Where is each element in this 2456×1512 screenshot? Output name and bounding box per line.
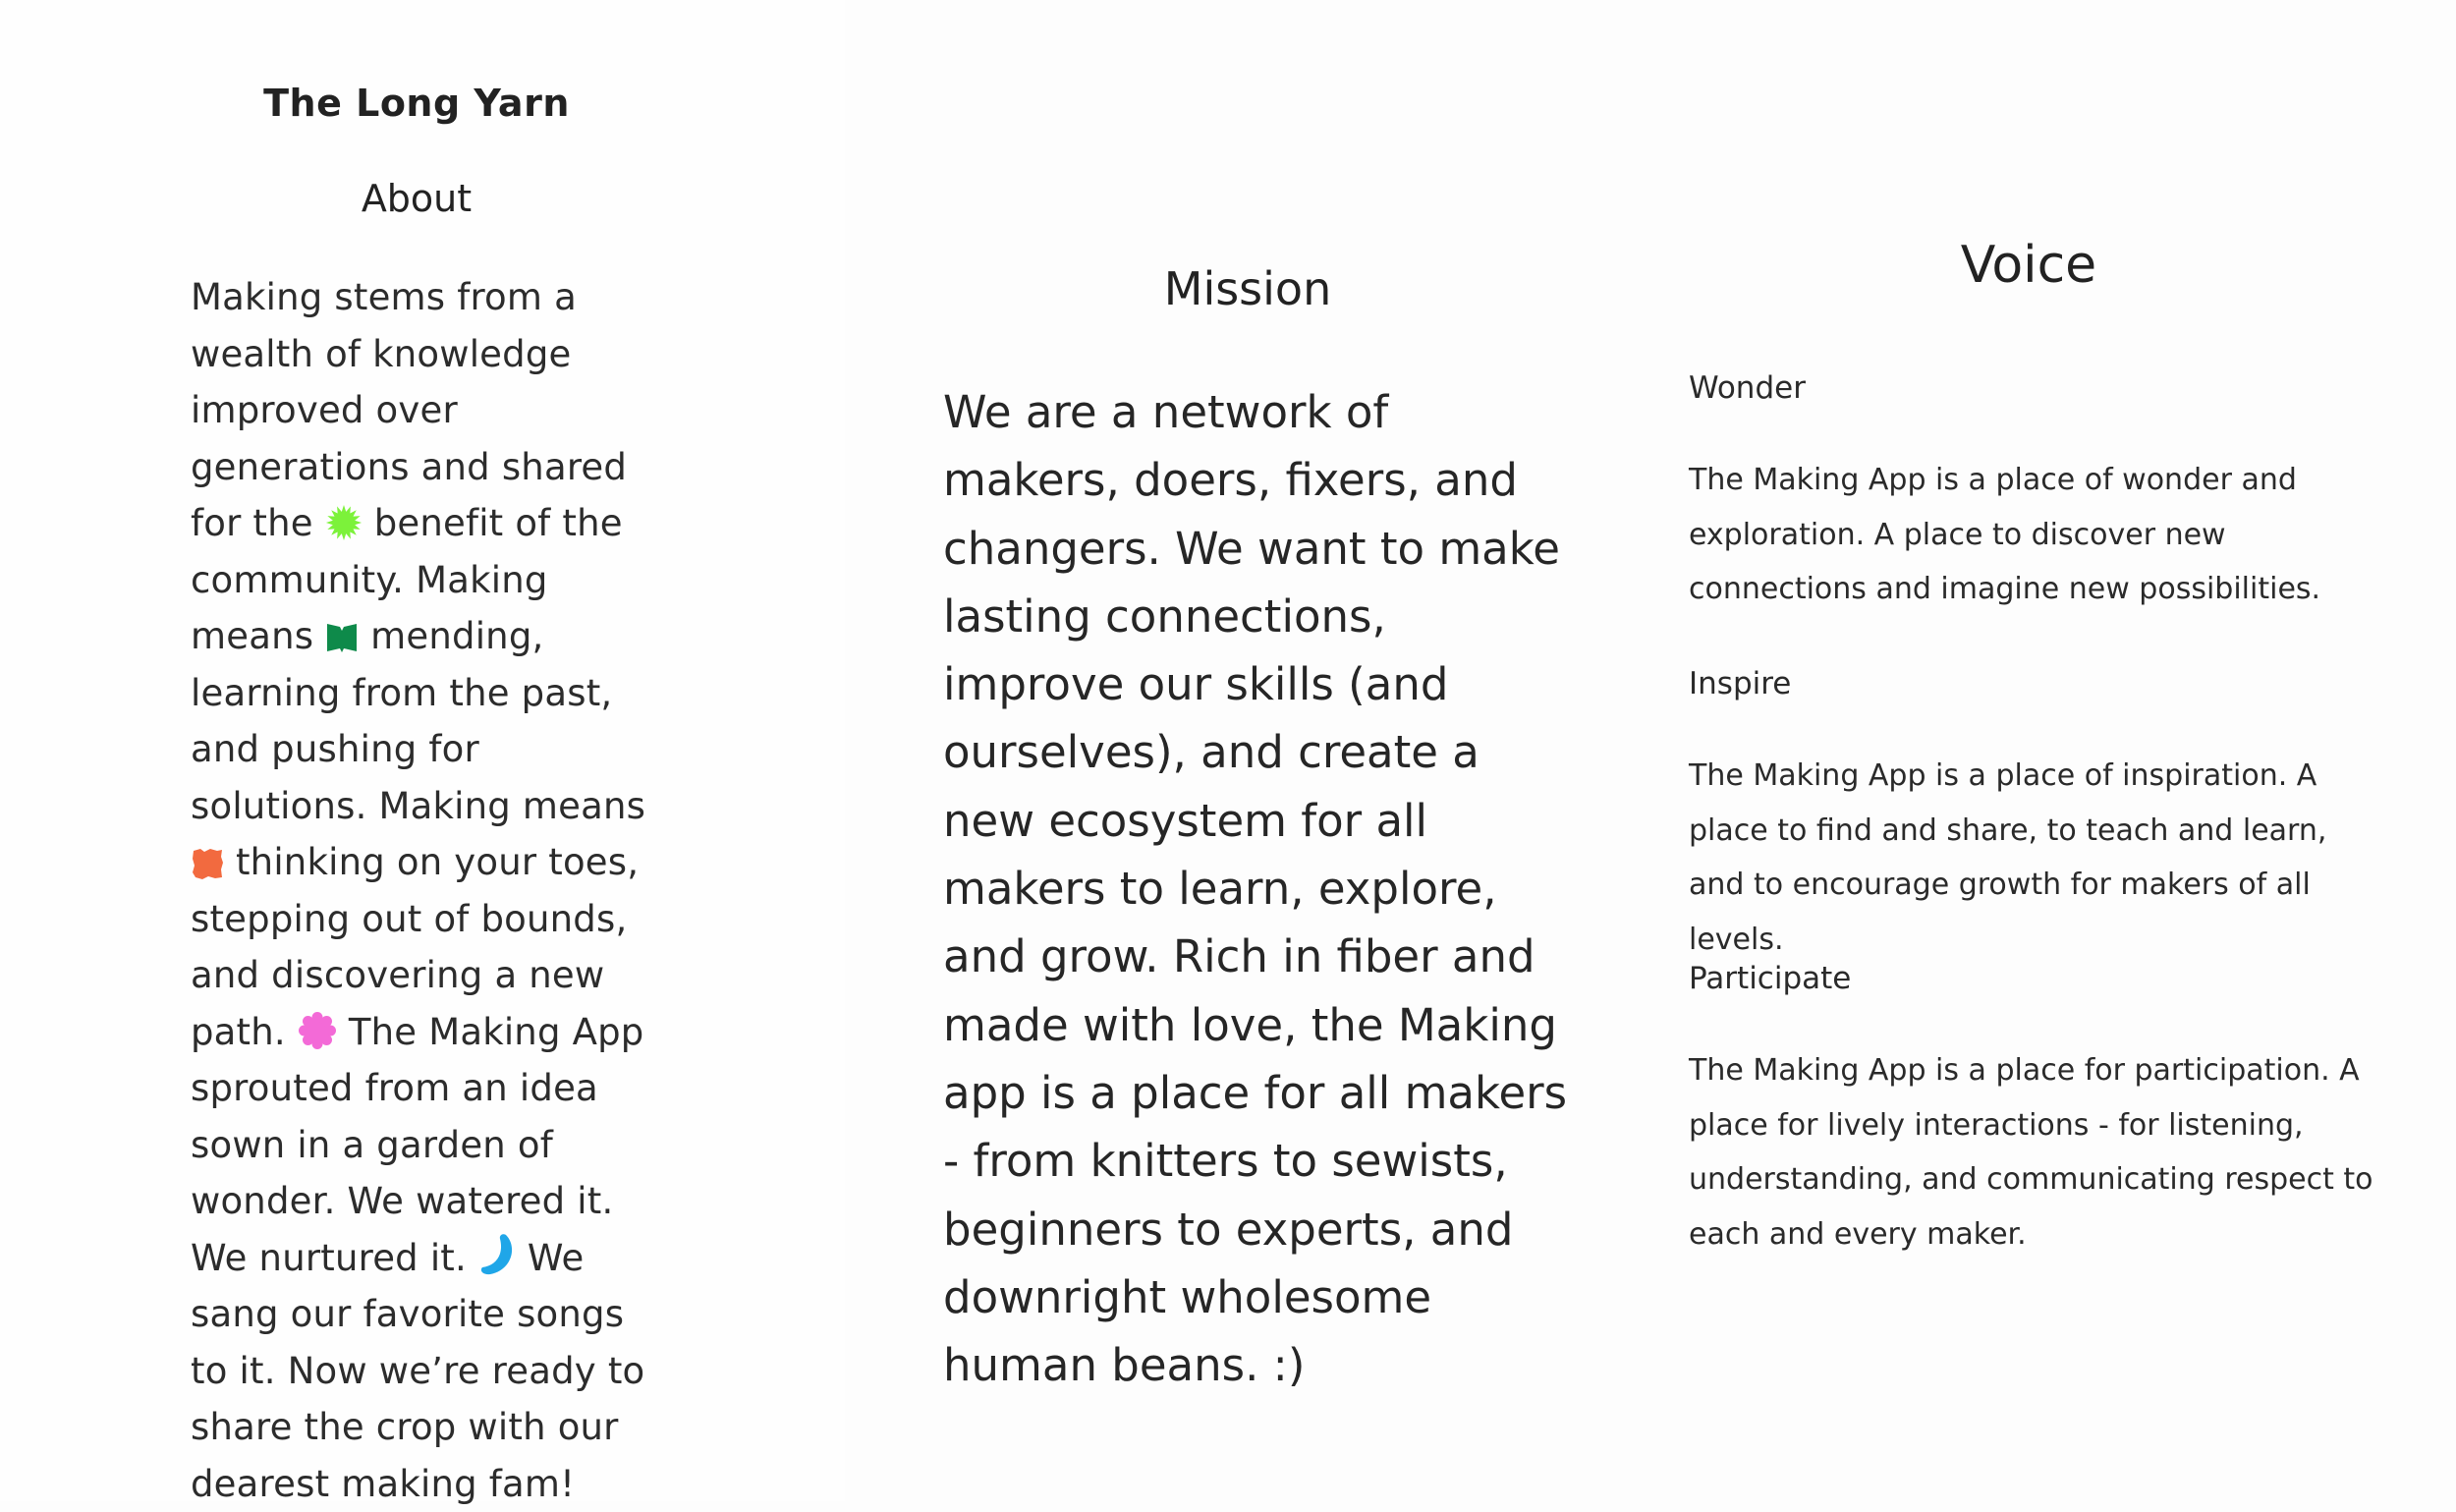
voice-section-text: The Making App is a place of inspiration. A place to find and share, to teach and learn, and to encourage growth for makers of all levels. (1689, 758, 2327, 957)
mission-column (904, 0, 1591, 1501)
voice-section-inspire (1689, 664, 2376, 967)
about-heading: About (361, 177, 473, 220)
flower-icon (298, 1011, 337, 1050)
about-text-4: thinking on your toes, stepping out of bounds, and discovering a new path. (191, 841, 640, 1053)
about-text-5: The Making App sprouted from an idea sown in a garden of wonder. We watered it. We nurtured it. (191, 1010, 644, 1279)
voice-section-text: The Making App is a place of wonder and exploration. A place to discover new connections and imagine new possibilities. (1689, 463, 2321, 606)
voice-section-heading: Participate (1689, 961, 1852, 996)
about-paragraph (191, 269, 652, 1512)
voice-column (1670, 0, 2456, 1501)
brand-title: The Long Yarn (263, 82, 570, 125)
crescent-icon (478, 1233, 516, 1276)
about-text-1: Making stems from a wealth of knowledge improved over generations and shared for the (191, 276, 628, 544)
bookmark-icon (325, 621, 359, 654)
mission-heading: Mission (1163, 262, 1332, 315)
about-text-2: benefit of the community. Making means (191, 502, 623, 657)
voice-section-participate (1689, 959, 2376, 1261)
voice-section-heading: Inspire (1689, 666, 1792, 701)
voice-section-text: The Making App is a place for participation. A place for lively interactions - for listening, understanding, and communicating respect to each and every maker. (1689, 1053, 2373, 1252)
starburst-icon (325, 504, 363, 541)
about-text-3: mending, learning from the past, and pushing for solutions. Making means (191, 615, 646, 827)
about-text-6: We sang our favorite songs to it. Now we’re ready to share the crop with our dearest making fam! (191, 1236, 645, 1505)
about-column (0, 0, 845, 1505)
mission-paragraph: We are a network of makers, doers, fixers, and changers. We want to make lasting connections, improve our skills (and ourselves), and create a new ecosystem for all makers to learn, explore, and grow. Rich in fiber and made with love, the Making app is a place for all makers - from knitters to sewists, beginners to experts, and downright wholesome human beans. :) (943, 386, 1568, 1392)
torn-square-icon (191, 847, 224, 880)
voice-section-wonder (1689, 368, 2376, 617)
voice-section-heading: Wonder (1689, 370, 1806, 406)
voice-heading: Voice (1960, 236, 2097, 295)
